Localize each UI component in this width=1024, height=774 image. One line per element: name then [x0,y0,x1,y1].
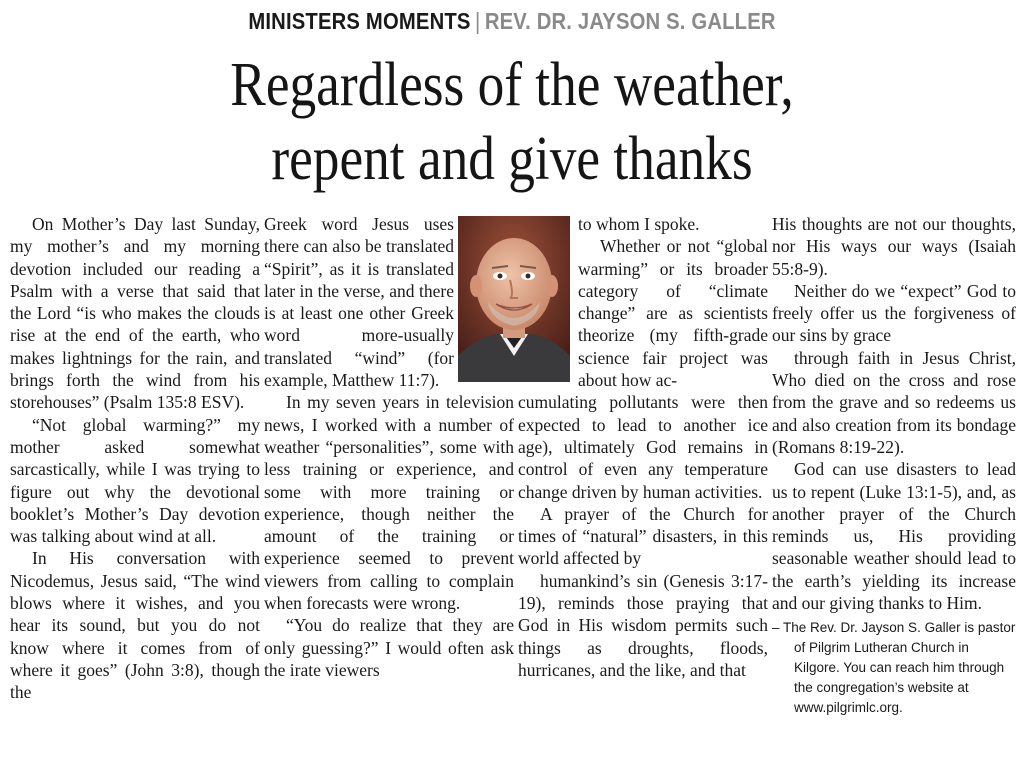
paragraph-continued: Greek word Jesus uses there can also be translated “Spirit”, as it is translated later in the verse, and there is at least one other Greek word more-usually translated “wind” (for example, Matthew 11:7). [264,214,454,391]
author-tagline: – The Rev. Dr. Jayson S. Galler is pastor of Pilgrim Lutheran Church in Kilgore. You can reach him through the congregation’s website at www.pilgrimlc.org. [772,620,1016,716]
article-column-1 [10,213,260,704]
article-column-3 [518,213,768,681]
paragraph: through faith in Jesus Christ, Who died on the cross and rose from the grave and so redeems us and also creation from its bondage (Romans 8:19-22). [772,347,1016,457]
article-column-4 [772,213,1016,718]
paragraph: God can use disasters to lead us to repent (Luke 13:1-5), and, as another prayer of the Church reminds us, His providing seasonable weather should lead to the earth’s yielding its increase and our giving thanks to Him. [772,459,1016,614]
paragraph: “Not global warming?” my mother asked somewhat sarcastically, while I was trying to figure out why the devotional booklet’s Mother’s Day devotion was talking about wind at all. [10,414,260,547]
paragraph: A prayer of the Church for times of “natural” disasters, in this world affected by [518,503,768,569]
byline-author: REV. DR. JAYSON S. GALLER [484,8,776,34]
section-kicker [61,6,962,36]
headline [72,48,953,196]
paragraph-continued: His thoughts are not our thoughts, nor His ways our ways (Isaiah 55:8-9). [772,214,1016,279]
paragraph-continued: cumulating pollutants were then expected to lead to another ice age), ultimately God remains in control of even any temperature change driven by human activities. [518,392,768,502]
paragraph: In my seven years in television news, I worked with a number of weather “personalities”, some with less training or experience, and some with more training or experience, though neither the amount of the training or experience seemed to prevent viewers from calling to complain when forecasts were wrong. [264,392,514,614]
headline-line-2: repent and give thanks [271,125,753,193]
paragraph: On Mother’s Day last Sunday, my mother’s and my morning devotion included our reading a Psalm with a verse that said that the Lord “is who makes the clouds rise at the end of the earth, who makes lightnings for the rain, and brings forth the wind from his storehouses” (Psalm 135:8 ESV). [10,214,260,413]
paragraph: Neither do we “expect” God to freely offer us the forgiveness of our sins by grace [772,280,1016,346]
paragraph: In His conversation with Nicodemus, Jesus said, “The wind blows where it wishes, and you hear its sound, but you do not know where it comes from of where it goes” (John 3:8), though the [10,548,260,703]
article-column-2 [264,213,514,681]
paragraph: Whether or not “global warming” or its broader category of “climate change” are as scientists theorize (my fifth-grade science fair project was about how ac- [578,236,768,391]
headline-line-1: Regardless of the weather, [230,51,794,119]
section-name: MINISTERS MOMENTS [248,8,471,34]
paragraph: humankind’s sin (Genesis 3:17-19), reminds those praying that God in His wisdom permits such things as droughts, floods, hurricanes, and the like, and that [518,570,768,680]
paragraph: “You do realize that they are only guessing?” I would often ask the irate viewers [264,615,514,680]
kicker-separator: | [474,8,481,34]
paragraph-continued: to whom I spoke. [578,214,700,234]
